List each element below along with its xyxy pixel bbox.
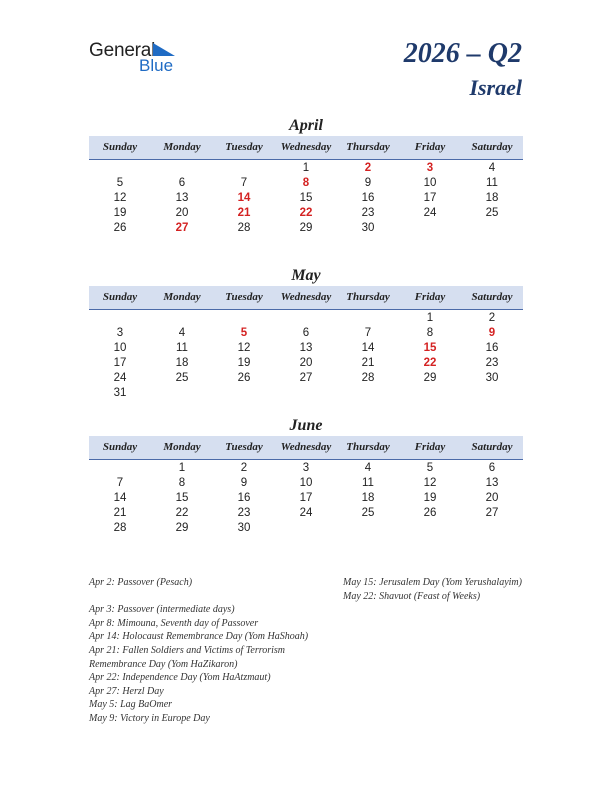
holiday-item: Apr 3: Passover (intermediate days) bbox=[89, 604, 235, 616]
weekday-label: Friday bbox=[414, 441, 446, 453]
day-cell: 2 bbox=[364, 162, 372, 174]
day-cell: 15 bbox=[423, 342, 437, 354]
empty-day-cell bbox=[399, 521, 461, 536]
day-cell: 27 bbox=[485, 507, 499, 519]
day-cell: 10 bbox=[113, 342, 127, 354]
day-cell: 31 bbox=[113, 387, 127, 399]
day-cell: 7 bbox=[364, 327, 372, 339]
day-cell: 27 bbox=[175, 222, 189, 234]
holiday-item: Apr 22: Independence Day (Yom HaAtzmaut) bbox=[89, 672, 271, 684]
day-cell: 16 bbox=[361, 192, 375, 204]
empty-day-cell bbox=[461, 221, 523, 236]
day-cell: 23 bbox=[485, 357, 499, 369]
month-june bbox=[89, 416, 523, 536]
weekday-label: Wednesday bbox=[280, 141, 332, 153]
day-cell: 21 bbox=[361, 357, 375, 369]
day-cell: 14 bbox=[361, 342, 375, 354]
day-cell: 19 bbox=[237, 357, 251, 369]
week-row bbox=[89, 356, 523, 371]
week-row bbox=[89, 461, 523, 476]
day-cell: 30 bbox=[485, 372, 499, 384]
day-cell: 22 bbox=[175, 507, 189, 519]
day-cell: 1 bbox=[178, 462, 186, 474]
day-cell: 13 bbox=[299, 342, 313, 354]
holiday-list-left bbox=[89, 576, 329, 726]
weekday-label: Tuesday bbox=[225, 291, 263, 303]
day-cell: 18 bbox=[361, 492, 375, 504]
day-cell: 7 bbox=[240, 177, 248, 189]
month-may bbox=[89, 266, 523, 401]
day-cell: 28 bbox=[237, 222, 251, 234]
weekday-label: Thursday bbox=[346, 291, 390, 303]
day-cell: 21 bbox=[237, 207, 251, 219]
week-row bbox=[89, 491, 523, 506]
week-row bbox=[89, 191, 523, 206]
empty-day-cell bbox=[213, 161, 275, 176]
day-cell: 1 bbox=[302, 162, 310, 174]
month-name: June bbox=[289, 417, 323, 434]
empty-day-cell bbox=[151, 311, 213, 326]
weekday-header bbox=[89, 136, 523, 160]
day-cell: 17 bbox=[113, 357, 127, 369]
day-cell: 16 bbox=[237, 492, 251, 504]
week-row bbox=[89, 221, 523, 236]
empty-day-cell bbox=[461, 386, 523, 401]
logo-general-text: General bbox=[89, 40, 156, 61]
day-cell: 19 bbox=[423, 492, 437, 504]
holiday-item: Apr 14: Holocaust Remembrance Day (Yom HaShoah) bbox=[89, 631, 309, 643]
day-cell: 12 bbox=[423, 477, 437, 489]
day-cell: 2 bbox=[240, 462, 248, 474]
day-cell: 3 bbox=[302, 462, 310, 474]
day-cell: 24 bbox=[113, 372, 127, 384]
month-name: April bbox=[289, 117, 323, 134]
day-cell: 5 bbox=[240, 327, 248, 339]
day-cell: 4 bbox=[178, 327, 186, 339]
day-cell: 15 bbox=[299, 192, 313, 204]
day-cell: 7 bbox=[116, 477, 124, 489]
weekday-label: Monday bbox=[163, 141, 201, 153]
holiday-item: Apr 2: Passover (Pesach) bbox=[89, 577, 193, 588]
month-name: May bbox=[291, 267, 321, 284]
day-cell: 16 bbox=[485, 342, 499, 354]
logo-blue-text: Blue bbox=[139, 56, 174, 75]
empty-day-cell bbox=[275, 386, 337, 401]
day-cell: 6 bbox=[488, 462, 496, 474]
day-cell: 23 bbox=[237, 507, 251, 519]
day-cell: 9 bbox=[364, 177, 372, 189]
empty-day-cell bbox=[151, 386, 213, 401]
holiday-item: May 5: Lag BaOmer bbox=[89, 699, 173, 711]
holiday-item: May 9: Victory in Europe Day bbox=[89, 712, 210, 724]
day-cell: 20 bbox=[175, 207, 189, 219]
day-cell: 20 bbox=[485, 492, 499, 504]
holiday-item: Apr 27: Herzl Day bbox=[89, 685, 164, 697]
day-cell: 6 bbox=[178, 177, 186, 189]
day-cell: 5 bbox=[426, 462, 434, 474]
day-cell: 9 bbox=[488, 327, 496, 339]
day-cell: 30 bbox=[361, 222, 375, 234]
day-cell: 29 bbox=[175, 522, 189, 534]
day-cell: 13 bbox=[485, 477, 499, 489]
week-row bbox=[89, 371, 523, 386]
weekday-header bbox=[89, 436, 523, 460]
day-cell: 22 bbox=[299, 207, 313, 219]
day-cell: 17 bbox=[299, 492, 313, 504]
weekday-label: Monday bbox=[163, 291, 201, 303]
day-cell: 13 bbox=[175, 192, 189, 204]
weekday-label: Wednesday bbox=[280, 441, 332, 453]
week-row bbox=[89, 506, 523, 521]
day-cell: 9 bbox=[240, 477, 248, 489]
day-cell: 25 bbox=[175, 372, 189, 384]
weekday-label: Thursday bbox=[346, 441, 390, 453]
day-cell: 25 bbox=[485, 207, 499, 219]
day-cell: 5 bbox=[116, 177, 124, 189]
week-row bbox=[89, 326, 523, 341]
day-cell: 29 bbox=[423, 372, 437, 384]
country-name: Israel bbox=[469, 75, 522, 100]
holiday-item: Apr 8: Mimouna, Seventh day of Passover bbox=[89, 617, 259, 629]
day-cell: 12 bbox=[237, 342, 251, 354]
day-cell: 11 bbox=[362, 477, 374, 489]
day-cell: 17 bbox=[423, 192, 437, 204]
weekday-label: Friday bbox=[414, 141, 446, 153]
day-cell: 24 bbox=[299, 507, 313, 519]
weekday-label: Saturday bbox=[471, 291, 513, 303]
holiday-item: May 22: Shavuot (Feast of Weeks) bbox=[343, 590, 481, 602]
day-cell: 26 bbox=[237, 372, 251, 384]
weekday-label: Sunday bbox=[102, 291, 138, 303]
day-cell: 3 bbox=[426, 162, 434, 174]
logo-flag-icon bbox=[153, 43, 175, 56]
week-row bbox=[89, 176, 523, 191]
day-cell: 30 bbox=[237, 522, 251, 534]
day-cell: 22 bbox=[423, 357, 437, 369]
day-cell: 11 bbox=[486, 177, 498, 189]
day-cell: 14 bbox=[237, 192, 251, 204]
week-row bbox=[89, 161, 523, 176]
day-cell: 23 bbox=[361, 207, 375, 219]
empty-day-cell bbox=[337, 521, 399, 536]
day-cell: 15 bbox=[175, 492, 189, 504]
day-cell: 14 bbox=[113, 492, 127, 504]
empty-day-cell bbox=[89, 311, 151, 326]
day-cell: 19 bbox=[113, 207, 127, 219]
empty-day-cell bbox=[89, 161, 151, 176]
day-cell: 3 bbox=[116, 327, 124, 339]
empty-day-cell bbox=[399, 386, 461, 401]
list-spacer bbox=[89, 590, 329, 604]
day-cell: 26 bbox=[113, 222, 127, 234]
month-april bbox=[89, 116, 523, 236]
weekday-label: Tuesday bbox=[225, 141, 263, 153]
day-cell: 4 bbox=[364, 462, 372, 474]
week-row bbox=[89, 476, 523, 491]
weekday-header bbox=[89, 286, 523, 310]
day-cell: 1 bbox=[426, 312, 434, 324]
empty-day-cell bbox=[461, 521, 523, 536]
weekday-label: Sunday bbox=[102, 441, 138, 453]
day-cell: 8 bbox=[426, 327, 434, 339]
day-cell: 18 bbox=[485, 192, 499, 204]
weekday-label: Wednesday bbox=[280, 291, 332, 303]
empty-day-cell bbox=[151, 161, 213, 176]
empty-day-cell bbox=[213, 311, 275, 326]
empty-day-cell bbox=[275, 311, 337, 326]
week-row bbox=[89, 311, 523, 326]
day-cell: 4 bbox=[488, 162, 496, 174]
day-cell: 28 bbox=[361, 372, 375, 384]
day-cell: 24 bbox=[423, 207, 437, 219]
empty-day-cell bbox=[275, 521, 337, 536]
weekday-label: Saturday bbox=[471, 141, 513, 153]
day-cell: 20 bbox=[299, 357, 313, 369]
day-cell: 10 bbox=[423, 177, 437, 189]
day-cell: 11 bbox=[176, 342, 188, 354]
day-cell: 26 bbox=[423, 507, 437, 519]
holiday-list-right bbox=[343, 576, 533, 603]
week-row bbox=[89, 206, 523, 221]
empty-day-cell bbox=[213, 386, 275, 401]
day-cell: 27 bbox=[299, 372, 313, 384]
week-row bbox=[89, 521, 523, 536]
day-cell: 21 bbox=[113, 507, 127, 519]
holiday-item: Apr 21: Fallen Soldiers and Victims of Terrorism Remembrance Day (Yom HaZikaron) bbox=[89, 644, 286, 670]
day-cell: 18 bbox=[175, 357, 189, 369]
day-cell: 10 bbox=[299, 477, 313, 489]
week-row bbox=[89, 341, 523, 356]
day-cell: 8 bbox=[178, 477, 186, 489]
empty-day-cell bbox=[89, 461, 151, 476]
weekday-label: Monday bbox=[163, 441, 201, 453]
holiday-item: May 15: Jerusalem Day (Yom Yerushalayim) bbox=[343, 577, 522, 588]
empty-day-cell bbox=[337, 311, 399, 326]
day-cell: 6 bbox=[302, 327, 310, 339]
weekday-label: Saturday bbox=[471, 441, 513, 453]
day-cell: 12 bbox=[113, 192, 127, 204]
day-cell: 29 bbox=[299, 222, 313, 234]
empty-day-cell bbox=[337, 386, 399, 401]
day-cell: 28 bbox=[113, 522, 127, 534]
weekday-label: Thursday bbox=[346, 141, 390, 153]
weekday-label: Sunday bbox=[102, 141, 138, 153]
day-cell: 25 bbox=[361, 507, 375, 519]
page-title: 2026 – Q2 bbox=[403, 38, 522, 69]
weekday-label: Friday bbox=[414, 291, 446, 303]
day-cell: 2 bbox=[488, 312, 496, 324]
day-cell: 8 bbox=[302, 177, 310, 189]
empty-day-cell bbox=[399, 221, 461, 236]
week-row bbox=[89, 386, 523, 401]
weekday-label: Tuesday bbox=[225, 441, 263, 453]
